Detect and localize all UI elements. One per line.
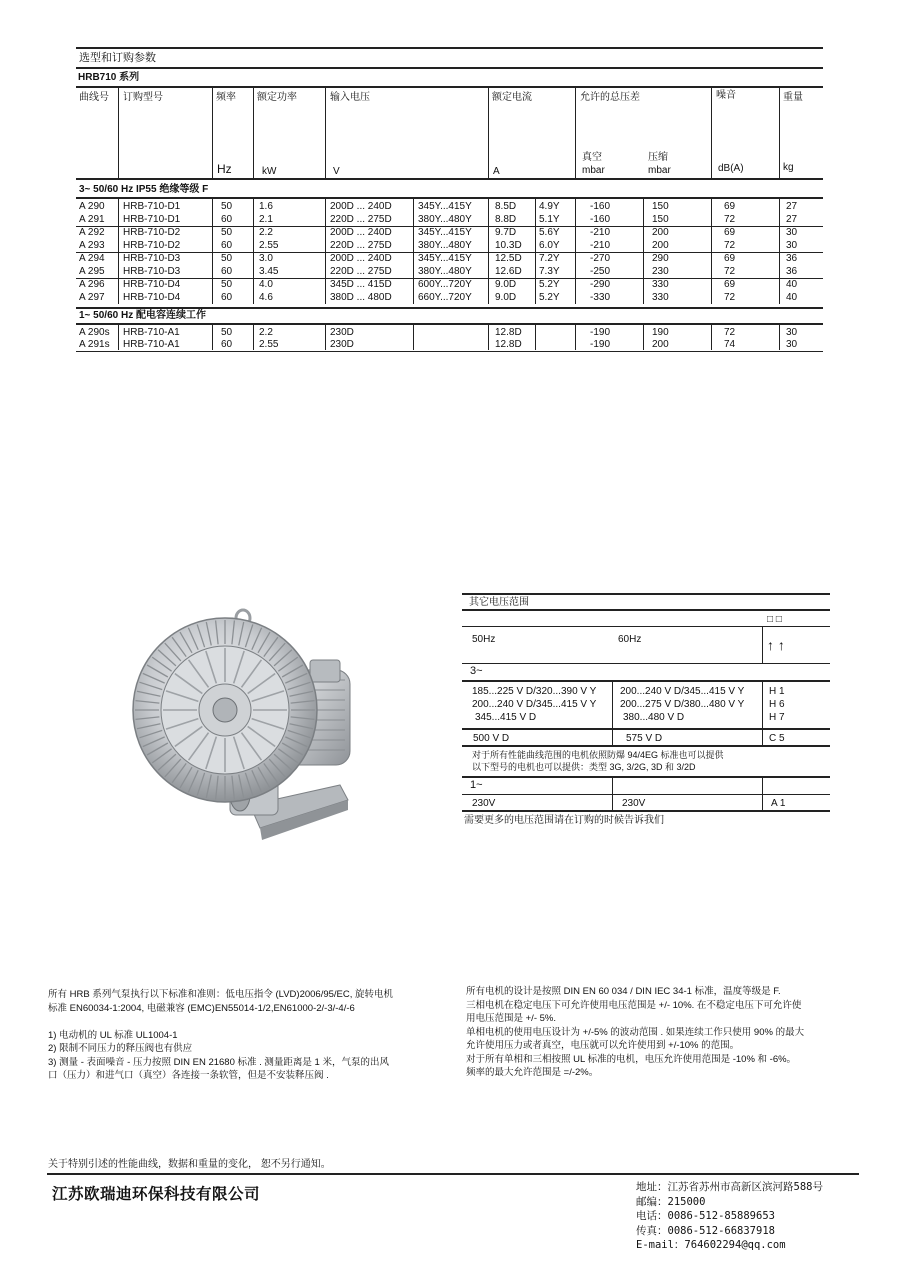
table-cell: 12.5D [495, 253, 522, 264]
table-cell: 380Y...480Y [418, 240, 472, 251]
table-cell: HRB-710-A1 [123, 339, 180, 350]
table-cell: 330 [652, 279, 669, 290]
hz50-label: 50Hz [472, 634, 496, 645]
group2-title: 1~ 50/60 Hz 配电容连续工作 [79, 310, 206, 321]
header-compress: 压缩 [648, 152, 668, 163]
header-current: 额定电流 [492, 92, 532, 103]
note-line: 用电压范围是 +/- 5%. [466, 1013, 556, 1024]
table-cell: 220D ... 275D [330, 240, 392, 251]
table-cell: 40 [786, 292, 798, 303]
table-cell: -330 [590, 292, 611, 303]
unit-current: A [493, 166, 500, 177]
table-cell: A 295 [79, 266, 105, 277]
table-cell: 4.6 [259, 292, 273, 303]
group1-title: 3~ 50/60 Hz IP55 绝缘等级 F [79, 184, 209, 195]
unit-power: kW [262, 166, 277, 177]
table-cell: A 290s [79, 327, 110, 338]
table-cell: HRB-710-D4 [123, 292, 181, 303]
contact-line: 电话：0086-512-85889653 [636, 1210, 775, 1222]
unit-weight: kg [783, 162, 794, 173]
single-phase-label: 1~ [470, 779, 483, 791]
table-cell: -190 [590, 339, 611, 350]
note-line: 标准 EN60034-1:2004, 电磁兼容 (EMC)EN55014-1/2,EN61000-2/-3/-4/-6 [48, 1002, 355, 1014]
table-cell: 200D ... 240D [330, 227, 392, 238]
note-line: 频率的最大允许范围是 =/-2%。 [466, 1067, 599, 1078]
table-cell: A 291 [79, 214, 105, 225]
table-cell: 69 [724, 227, 736, 238]
row500-code: C 5 [769, 733, 785, 744]
table-cell: 200D ... 240D [330, 253, 392, 264]
unit-voltage: V [333, 166, 340, 177]
arrow-icons: ↑ ↑ [767, 637, 785, 653]
table-cell: 200 [652, 339, 669, 350]
header-order: 订购型号 [123, 92, 163, 103]
table-cell: 12.8D [495, 339, 522, 350]
table-cell: 2.2 [259, 327, 273, 338]
table-cell: 50 [221, 327, 233, 338]
table-cell: 2.1 [259, 214, 273, 225]
header-voltage: 输入电压 [330, 92, 370, 103]
table-cell: A 294 [79, 253, 105, 264]
table-cell: HRB-710-D1 [123, 201, 181, 212]
header-curve: 曲线号 [79, 92, 109, 103]
row-separator [76, 226, 823, 227]
ex-note-2: 以下型号的电机也可以提供：类型 3G, 3/2G, 3D 和 3/2D [472, 762, 696, 772]
checkbox-pair: □ □ [767, 614, 782, 625]
table-cell: A 290 [79, 201, 105, 212]
table-cell: 380Y...480Y [418, 214, 472, 225]
table-cell: 200D ... 240D [330, 201, 392, 212]
table-cell: 4.0 [259, 279, 273, 290]
table-cell: 1.6 [259, 201, 273, 212]
table-cell: 72 [724, 266, 736, 277]
table-cell: -210 [590, 240, 611, 251]
contact-line: 地址：江苏省苏州市高新区滨河路588号 [636, 1181, 823, 1193]
column-separator [488, 325, 489, 350]
unit-vacuum: mbar [582, 165, 605, 176]
blower-image [130, 600, 370, 845]
table-cell: 200 [652, 227, 669, 238]
table-cell: 27 [786, 201, 798, 212]
column-separator [212, 325, 213, 350]
column-separator [779, 325, 780, 350]
column-separator [325, 325, 326, 350]
table-cell: 4.9Y [539, 201, 560, 212]
header-freq: 频率 [216, 92, 236, 103]
row500-60: 575 V D [626, 733, 663, 744]
table-cell: 2.55 [259, 339, 279, 350]
table-cell: 60 [221, 240, 233, 251]
hz60-label: 60Hz [618, 634, 642, 645]
table-cell: 6.0Y [539, 240, 560, 251]
note-line: 所有 HRB 系列气泵执行以下标准和准则：低电压指令 (LVD)2006/95/EC, 旋转电机 [48, 989, 394, 1000]
note-line: 允许使用压力或者真空，电压就可以允许使用到 +/-10% 的范围。 [466, 1040, 740, 1051]
table-cell: 5.1Y [539, 214, 560, 225]
table-cell: 27 [786, 214, 798, 225]
row-separator [76, 252, 823, 253]
table-cell: 190 [652, 327, 669, 338]
table-cell: 69 [724, 201, 736, 212]
table-cell: 36 [786, 253, 798, 264]
table-cell: A 292 [79, 227, 105, 238]
header-weight: 重量 [783, 92, 803, 103]
voltage-cell: 345...415 V D [475, 712, 537, 723]
voltage-cell: H 1 [769, 686, 785, 697]
header-vacuum: 真空 [582, 152, 602, 163]
table-cell: -160 [590, 214, 611, 225]
table-cell: 345Y...415Y [418, 253, 472, 264]
contact-line: E-mail：764602294@qq.com [636, 1239, 786, 1251]
table-cell: 30 [786, 227, 798, 238]
table-cell: -190 [590, 327, 611, 338]
table-cell: -250 [590, 266, 611, 277]
table-cell: 40 [786, 279, 798, 290]
table-cell: HRB-710-D2 [123, 240, 181, 251]
column-separator [535, 325, 536, 350]
contact-block [636, 1180, 823, 1253]
table-cell: 2.2 [259, 227, 273, 238]
table-cell: 7.2Y [539, 253, 560, 264]
table-cell: 600Y...720Y [418, 279, 472, 290]
table-cell: 69 [724, 279, 736, 290]
table-cell: 60 [221, 292, 233, 303]
table-cell: 230 [652, 266, 669, 277]
table-cell: -160 [590, 201, 611, 212]
ex-note-1: 对于所有性能曲线范围的电机依照防爆 94/4EG 标准也可以提供 [472, 750, 724, 760]
column-separator [253, 325, 254, 350]
table-cell: 345Y...415Y [418, 227, 472, 238]
table-cell: 200 [652, 240, 669, 251]
note-line: 所有电机的设计是按照 DIN EN 60 034 / DIN IEC 34-1 标准，温度等级是 F. [466, 986, 781, 997]
note-line: 2) 限制不同压力的释压阀也有供应 [48, 1043, 193, 1054]
other-voltage-title: 其它电压范围 [469, 597, 529, 608]
table-cell: HRB-710-D3 [123, 253, 181, 264]
header-power: 额定功率 [257, 92, 297, 103]
column-separator [118, 325, 119, 350]
table-cell: 345D ... 415D [330, 279, 392, 290]
row230-code: A 1 [771, 798, 786, 809]
row230-60: 230V [622, 798, 646, 809]
voltage-cell: H 6 [769, 699, 785, 710]
column-separator [413, 325, 414, 350]
table-cell: 50 [221, 253, 233, 264]
table-cell: 290 [652, 253, 669, 264]
header-pressure: 允许的总压差 [580, 92, 640, 103]
column-separator [575, 325, 576, 350]
table-cell: 3.45 [259, 266, 279, 277]
table-cell: 72 [724, 240, 736, 251]
voltage-cell: 380...480 V D [623, 712, 685, 723]
table-cell: 9.0D [495, 292, 517, 303]
table-cell: 36 [786, 266, 798, 277]
table-cell: 5.6Y [539, 227, 560, 238]
table-cell: 380Y...480Y [418, 266, 472, 277]
voltage-cell: 200...275 V D/380...480 V Y [620, 699, 745, 710]
row230-50: 230V [472, 798, 496, 809]
table-cell: A 296 [79, 279, 105, 290]
table-cell: 330 [652, 292, 669, 303]
table-cell: 69 [724, 253, 736, 264]
header-noise: 噪音 [716, 90, 736, 101]
table-cell: A 293 [79, 240, 105, 251]
table-cell: 12.6D [495, 266, 522, 277]
column-separator [643, 325, 644, 350]
voltage-cell: 200...240 V D/345...415 V Y [472, 699, 597, 710]
table-cell: 8.5D [495, 201, 517, 212]
table-cell: 30 [786, 327, 798, 338]
table-cell: 230D [330, 339, 354, 350]
table-cell: 5.2Y [539, 292, 560, 303]
table-cell: -210 [590, 227, 611, 238]
table-cell: 72 [724, 292, 736, 303]
table-cell: 74 [724, 339, 736, 350]
voltage-contact-note: 需要更多的电压范围请在订购的时候告诉我们 [464, 815, 664, 826]
table-cell: HRB-710-D1 [123, 214, 181, 225]
table-cell: 3.0 [259, 253, 273, 264]
table-cell: HRB-710-D2 [123, 227, 181, 238]
table-cell: 50 [221, 279, 233, 290]
unit-noise: dB(A) [718, 163, 744, 174]
table-cell: 60 [221, 339, 233, 350]
note-line: 3) 测量 - 表面噪音 - 压力按照 DIN EN 21680 标准 . 测量距离是 1 米，气泵的出风 [48, 1056, 389, 1068]
row500-50: 500 V D [473, 733, 510, 744]
table-cell: 50 [221, 201, 233, 212]
note-line: 口（压力）和进气口（真空）各连接一条软管，但是不安装释压阀 . [48, 1070, 329, 1081]
table-cell: 5.2Y [539, 279, 560, 290]
voltage-cell: H 7 [769, 712, 785, 723]
voltage-cell: 185...225 V D/320...390 V Y [472, 686, 597, 697]
note-line: 对于所有单相和三相按照 UL 标准的电机，电压允许使用范围是 -10% 和 -6%。 [466, 1053, 797, 1065]
contact-line: 传真：0086-512-66837918 [636, 1224, 775, 1237]
table-cell: -270 [590, 253, 611, 264]
table-cell: 30 [786, 339, 798, 350]
note-line: 三相电机在稳定电压下可允许使用电压范围是 +/- 10%. 在不稳定电压下可允许使 [466, 999, 802, 1011]
column-separator [711, 325, 712, 350]
table-cell: HRB-710-D3 [123, 266, 181, 277]
table-cell: 30 [786, 240, 798, 251]
row-separator [76, 278, 823, 279]
section-title: 选型和订购参数 [79, 52, 156, 64]
three-phase-label: 3~ [470, 665, 483, 677]
note-line: 单相电机的使用电压设计为 +/-5% 的波动范围 . 如果连续工作只使用 90% 的最大 [466, 1026, 805, 1038]
table-cell: 7.3Y [539, 266, 560, 277]
table-cell: 9.7D [495, 227, 517, 238]
table-cell: 660Y...720Y [418, 292, 472, 303]
table-cell: 150 [652, 214, 669, 225]
table-cell: 12.8D [495, 327, 522, 338]
table-cell: 60 [221, 214, 233, 225]
table-cell: HRB-710-D4 [123, 279, 181, 290]
table-cell: 2.55 [259, 240, 279, 251]
table-cell: HRB-710-A1 [123, 327, 180, 338]
unit-freq: Hz [217, 162, 232, 176]
table-cell: -290 [590, 279, 611, 290]
table-cell: 9.0D [495, 279, 517, 290]
table-cell: 220D ... 275D [330, 214, 392, 225]
table-cell: 380D ... 480D [330, 292, 392, 303]
table-cell: 150 [652, 201, 669, 212]
contact-line: 邮编：215000 [636, 1195, 706, 1208]
table-cell: 345Y...415Y [418, 201, 472, 212]
table-cell: 8.8D [495, 214, 517, 225]
table-cell: 220D ... 275D [330, 266, 392, 277]
table-cell: 72 [724, 214, 736, 225]
table-cell: A 297 [79, 292, 105, 303]
company-name: 江苏欧瑞迪环保科技有限公司 [52, 1186, 261, 1203]
table-cell: 60 [221, 266, 233, 277]
note-line: 1) 电动机的 UL 标准 UL1004-1 [48, 1029, 178, 1041]
series-title: HRB710 系列 [78, 72, 140, 83]
table-cell: 50 [221, 227, 233, 238]
table-cell: 10.3D [495, 240, 522, 251]
table-cell: A 291s [79, 339, 110, 350]
voltage-cell: 200...240 V D/345...415 V Y [620, 686, 745, 697]
disclaimer: 关于特别引述的性能曲线，数据和重量的变化， 恕不另行通知。 [48, 1159, 331, 1170]
unit-compress: mbar [648, 165, 671, 176]
table-cell: 72 [724, 327, 736, 338]
table-cell: 230D [330, 327, 354, 338]
